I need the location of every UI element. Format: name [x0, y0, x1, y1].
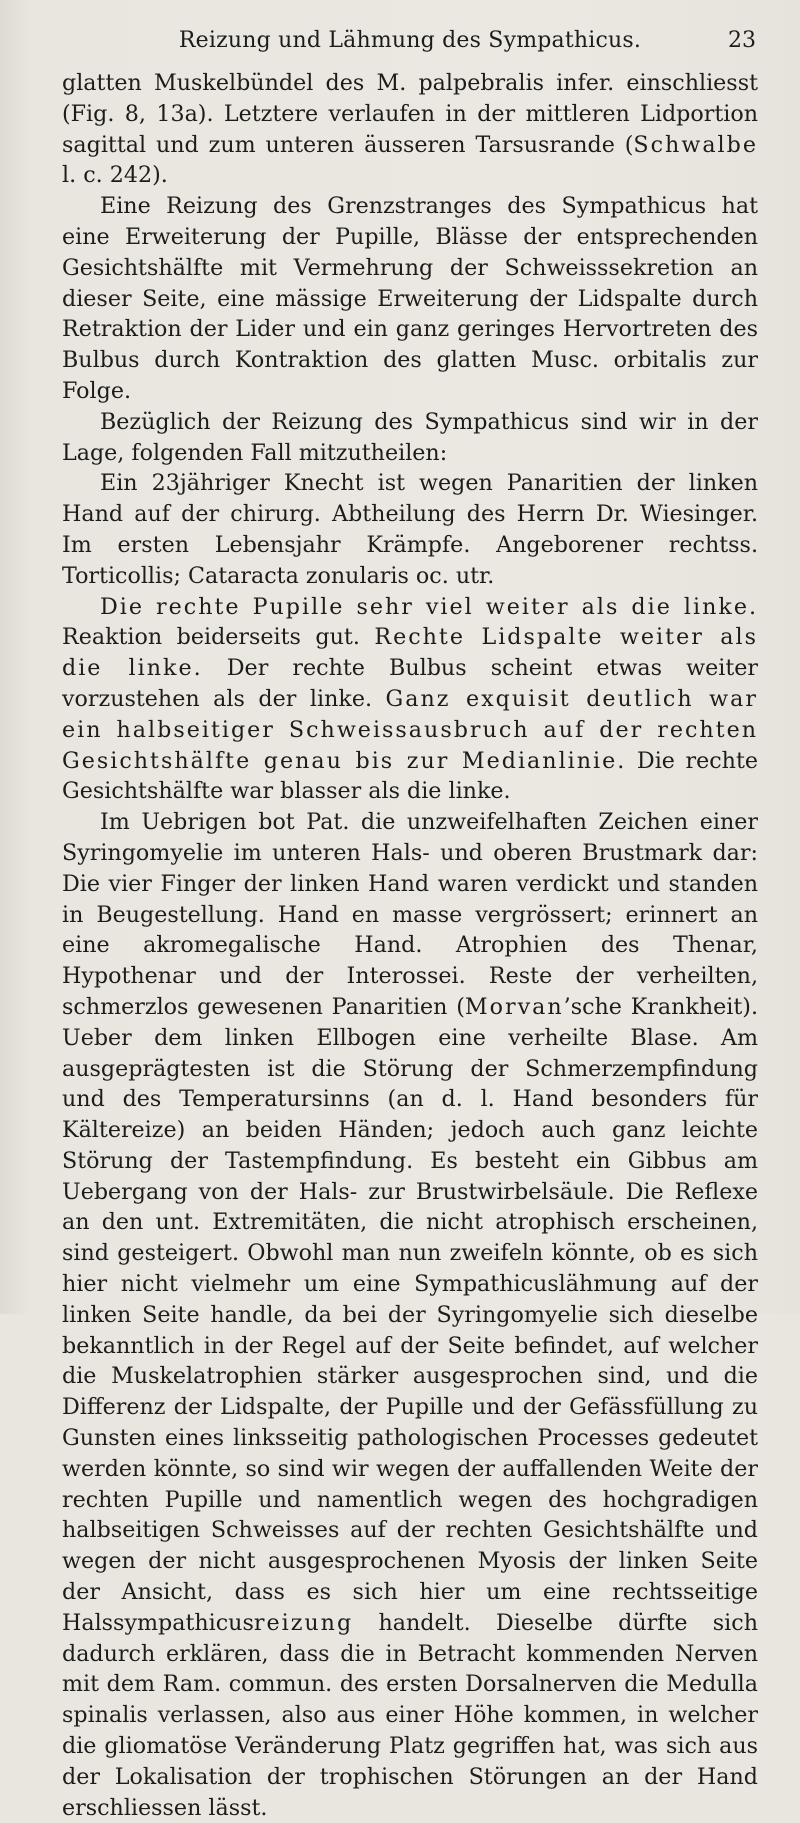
paragraph-6-text-2: ’sche Krankheit). Ueber dem linken Ellbogen eine verheilte Blase. Am ausgeprägtesten ist die Störung der Schmerzempfindung und des Temperatursinns (an d. l. Hand besonders für Kältereize) an beiden Händen; jedoch auch ganz leichte Störung der Tastempfindung. Es besteht ein Gibbus am Uebergang von der Hals- zur Brustwirbelsäule. Die Reflexe an den unt. Extremitäten, die nicht atrophisch erscheinen, sind gesteigert. Obwohl man nun zweifeln könnte, ob es sich hier nicht vielmehr um eine Sympathicuslähmung auf der linken Seite handle, da bei der Syringomyelie sich dieselbe bekanntlich in der Regel auf der Seite befindet, auf welcher die Muskelatrophien stärker ausgesprochen sind, und die Differenz der Lidspalte, der Pupille und der Gefässfüllung zu Gunsten eines linksseitig pathologischen Processes gedeutet werden könnte, so sind wir wegen der auffallenden Weite der rechten Pupille und namentlich wegen des hochgradigen halbseitigen Schweisses auf der rechten Gesichtshälfte und wegen der nicht ausgesprochenen Myosis der linken Seite der Ansicht, dass es sich hier um eine rechtsseitige Halssympathicus — [62, 993, 759, 1636]
author-citation-morvan: Morvan — [464, 993, 564, 1020]
paragraph-3 — [62, 407, 758, 469]
paragraph-4-text: Ein 23jähriger Knecht ist wegen Panaritien der linken Hand auf der chirurg. Abtheilung des Herrn Dr. Wiesinger. Im ersten Lebensjahr Krämpfe. Angeborener rechtss. Torticollis; Cataracta zonularis oc. utr. — [62, 470, 758, 589]
paragraph-1-text-1: glatten Muskelbündel des M. palpebralis infer. einschliesst (Fig. 8, 13a). Letztere verlaufen in der mittleren Lidportion sagittal und zum unteren äusseren Tarsusrande ( — [62, 70, 758, 158]
paragraph-2-text: Eine Reizung des Grenzstranges des Sympathicus hat eine Erweiterung der Pupille, Blässe der entsprechenden Gesichtshälfte mit Vermehrung der Schweisssekretion an dieser Seite, eine mässige Erweiterung der Lidspalte durch Retraktion der Lider und ein ganz geringes Hervortreten des Bulbus durch Kontraktion des glatten Musc. orbitalis zur Folge. — [62, 193, 758, 404]
paragraph-5-emphasis-3: Ganz exquisit deutlich war ein halbseitiger Schweissausbruch auf der rechten Gesichtshälfte genau bis zur Medianlinie. — [62, 685, 759, 774]
author-citation-schwalbe: Schwalbe — [633, 131, 758, 158]
paragraph-2 — [62, 191, 758, 407]
paragraph-5-text-2: Der rechte Bulbus scheint etwas weiter vorzustehen als der linke. — [62, 655, 758, 712]
paragraph-5-text-3: Die rechte Gesichtshälfte war blasser als die linke. — [62, 747, 758, 805]
body-text — [62, 68, 758, 1823]
paragraph-3-text: Bezüglich der Reizung des Sympathicus sind wir in der Lage, folgenden Fall mitzutheilen: — [62, 408, 758, 466]
running-header — [62, 28, 758, 62]
paragraph-1-text-2: l. c. 242). — [62, 162, 168, 189]
running-title: Reizung und Lähmung des Sympathicus. — [178, 28, 642, 53]
paragraph-6-emphasis-reizung: reizung — [253, 1609, 354, 1636]
page-number: 23 — [728, 28, 756, 53]
paragraph-6 — [62, 807, 758, 1823]
paragraph-4 — [62, 468, 758, 591]
paragraph-6-text-1: Im Uebrigen bot Pat. die unzweifelhaften Zeichen einer Syringomyelie im unteren Hals- und oberen Brustmark dar: Die vier Finger der linken Hand waren verdickt und standen in Beugestellung. Hand en masse vergrössert; erinnert an eine akromegalische Hand. Atrophien des Thenar, Hypothenar und der Interossei. Reste der verheilten, schmerzlos gewesenen Panaritien ( — [62, 809, 758, 1020]
paragraph-5 — [62, 592, 758, 808]
paragraph-5-text-1: Reaktion beiderseits gut. — [62, 624, 375, 651]
paragraph-5-emphasis-2: Rechte Lidspalte weiter als die linke. — [62, 624, 758, 682]
paragraph-1 — [62, 68, 758, 191]
paragraph-6-text-3: handelt. Dieselbe dürfte sich dadurch erklären, dass die in Betracht kommenden Nerven mit dem Ram. commun. des ersten Dorsalnerven die Medulla spinalis verlassen, also aus einer Höhe kommen, in welcher die gliomatöse Veränderung Platz gegriffen hat, was sich aus der Lokalisation der trophischen Störungen an der Hand erschliessen lässt. — [62, 1609, 758, 1821]
paragraph-5-emphasis-1: Die rechte Pupille sehr viel weiter als die linke. — [100, 593, 758, 620]
